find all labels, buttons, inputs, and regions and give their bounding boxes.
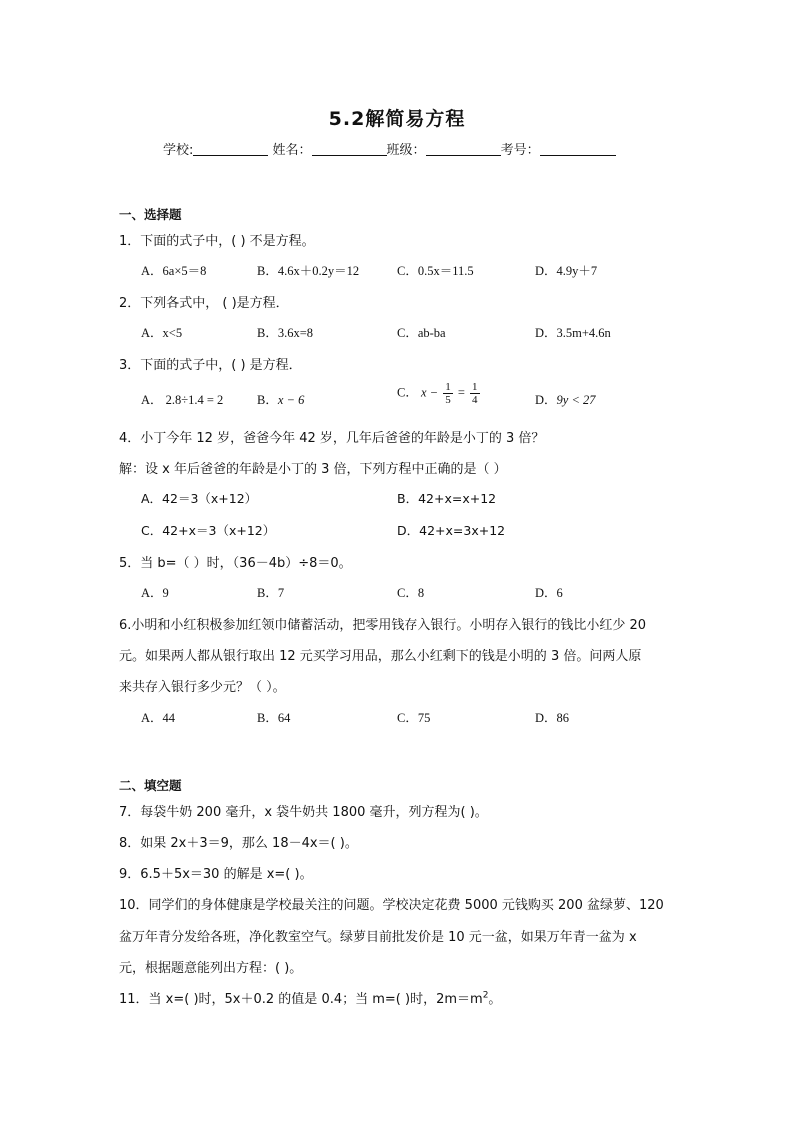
q3-option-c-left: x − bbox=[420, 385, 439, 400]
q6-option-c[interactable]: C．75 bbox=[397, 711, 431, 725]
q3-option-a[interactable]: A． 2.8÷1.4 = 2 bbox=[141, 393, 224, 407]
question-9: 9．6.5＋5x＝30 的解是 x=( )。 bbox=[119, 867, 313, 882]
q3-option-d-expr: 9y < 27 bbox=[556, 393, 596, 407]
q5-option-a[interactable]: A．9 bbox=[141, 586, 169, 600]
number-label: 考号： bbox=[500, 143, 540, 158]
q3-option-c-equals: = bbox=[457, 385, 465, 400]
q1-option-d[interactable]: D．4.9y＋7 bbox=[535, 264, 598, 278]
question-11-text: 11．当 x=( )时，5x＋0.2 的值是 0.4；当 m=( )时，2m＝m bbox=[119, 992, 483, 1007]
q4-option-d[interactable]: D．42+x=3x+12 bbox=[397, 523, 506, 538]
q1-option-b[interactable]: B．4.6x＋0.2y＝12 bbox=[257, 264, 360, 278]
q3-option-b-expr: x − 6 bbox=[277, 393, 305, 407]
q5-option-c[interactable]: C．8 bbox=[397, 586, 425, 600]
question-10-line-2: 盆万年青分发给各班，净化教室空气。绿萝目前批发价是 10 元一盆，如果万年青一盆为 x bbox=[119, 930, 637, 945]
q2-option-d[interactable]: D．3.5m+4.6n bbox=[535, 326, 611, 340]
q1-option-c[interactable]: C．0.5x＝11.5 bbox=[397, 264, 474, 278]
q2-option-c[interactable]: C．ab-ba bbox=[397, 326, 446, 340]
q3-option-c-fraction-2: $\frac{1}{4}$ bbox=[472, 381, 478, 406]
section-fill-title: 二、填空题 bbox=[119, 778, 182, 793]
q2-option-b[interactable]: B．3.6x=8 bbox=[257, 326, 314, 340]
question-5-stem: 5．当 b=（ ）时，（36－4b）÷8＝0。 bbox=[119, 556, 352, 571]
question-7: 7．每袋牛奶 200 毫升，x 袋牛奶共 1800 毫升，列方程为( )。 bbox=[119, 805, 488, 820]
question-10-line-1: 10．同学们的身体健康是学校最关注的问题。学校决定花费 5000 元钱购买 200 盆绿萝、120 bbox=[119, 898, 664, 913]
number-blank[interactable] bbox=[540, 143, 616, 156]
class-blank[interactable] bbox=[426, 143, 501, 156]
question-2-stem: 2．下列各式中， ( )是方程． bbox=[119, 296, 289, 311]
q3-option-b-label: B． bbox=[257, 393, 278, 407]
question-3-stem: 3．下面的式子中，( ) 是方程． bbox=[119, 358, 302, 373]
q3-option-d[interactable] bbox=[535, 390, 596, 408]
question-10-line-3: 元，根据题意能列出方程：( )。 bbox=[119, 961, 303, 976]
question-8: 8．如果 2x＋3＝9，那么 18－4x＝( )。 bbox=[119, 836, 358, 851]
question-6-line-2: 元。如果两人都从银行取出 12 元买学习用品，那么小红剩下的钱是小明的 3 倍。问两人原 bbox=[119, 649, 642, 664]
q6-option-b[interactable]: B．64 bbox=[257, 711, 291, 725]
question-11-tail: 。 bbox=[488, 992, 502, 1007]
q4-option-a[interactable]: A．42＝3（x+12） bbox=[141, 491, 258, 506]
q5-option-b[interactable]: B．7 bbox=[257, 586, 285, 600]
q3-option-c-label: C． bbox=[397, 385, 418, 400]
question-11 bbox=[119, 988, 501, 1007]
class-label: 班级： bbox=[386, 143, 426, 158]
q3-option-c-fraction-1: $\frac{1}{5}$ bbox=[445, 381, 451, 406]
q3-option-d-label: D． bbox=[535, 393, 557, 407]
student-info-row bbox=[163, 139, 616, 158]
question-11-superscript: 2 bbox=[482, 990, 489, 1001]
q6-option-a[interactable]: A．44 bbox=[141, 711, 176, 725]
question-4-stem: 4．小丁今年 12 岁，爸爸今年 42 岁，几年后爸爸的年龄是小丁的 3 倍？ bbox=[119, 431, 545, 446]
question-1-stem: 1．下面的式子中，( ) 不是方程。 bbox=[119, 234, 315, 249]
q4-option-b[interactable]: B．42+x=x+12 bbox=[397, 491, 497, 506]
q4-option-c[interactable]: C．42+x＝3（x+12） bbox=[141, 523, 276, 538]
school-label: 学校: bbox=[163, 143, 194, 158]
question-6-line-3: 来共存入银行多少元？（ ）。 bbox=[119, 680, 286, 695]
section-choice-title: 一、选择题 bbox=[119, 207, 182, 222]
question-6-line-1: 6.小明和小红积极参加红领巾储蓄活动，把零用钱存入银行。小明存入银行的钱比小红少 20 bbox=[119, 618, 647, 633]
q6-option-d[interactable]: D．86 bbox=[535, 711, 570, 725]
name-label: 姓名： bbox=[272, 143, 312, 158]
q5-option-d[interactable]: D．6 bbox=[535, 586, 563, 600]
school-blank[interactable] bbox=[193, 143, 268, 156]
page-title: 5.2解简易方程 bbox=[328, 108, 466, 130]
q2-option-a[interactable]: A．x<5 bbox=[141, 326, 183, 340]
name-blank[interactable] bbox=[312, 143, 387, 156]
question-4-sub: 解：设 x 年后爸爸的年龄是小丁的 3 倍，下列方程中正确的是（ ） bbox=[119, 462, 507, 477]
q1-option-a[interactable]: A．6a×5＝8 bbox=[141, 264, 207, 278]
q3-option-c[interactable] bbox=[397, 381, 482, 406]
q3-option-b[interactable] bbox=[257, 390, 304, 408]
